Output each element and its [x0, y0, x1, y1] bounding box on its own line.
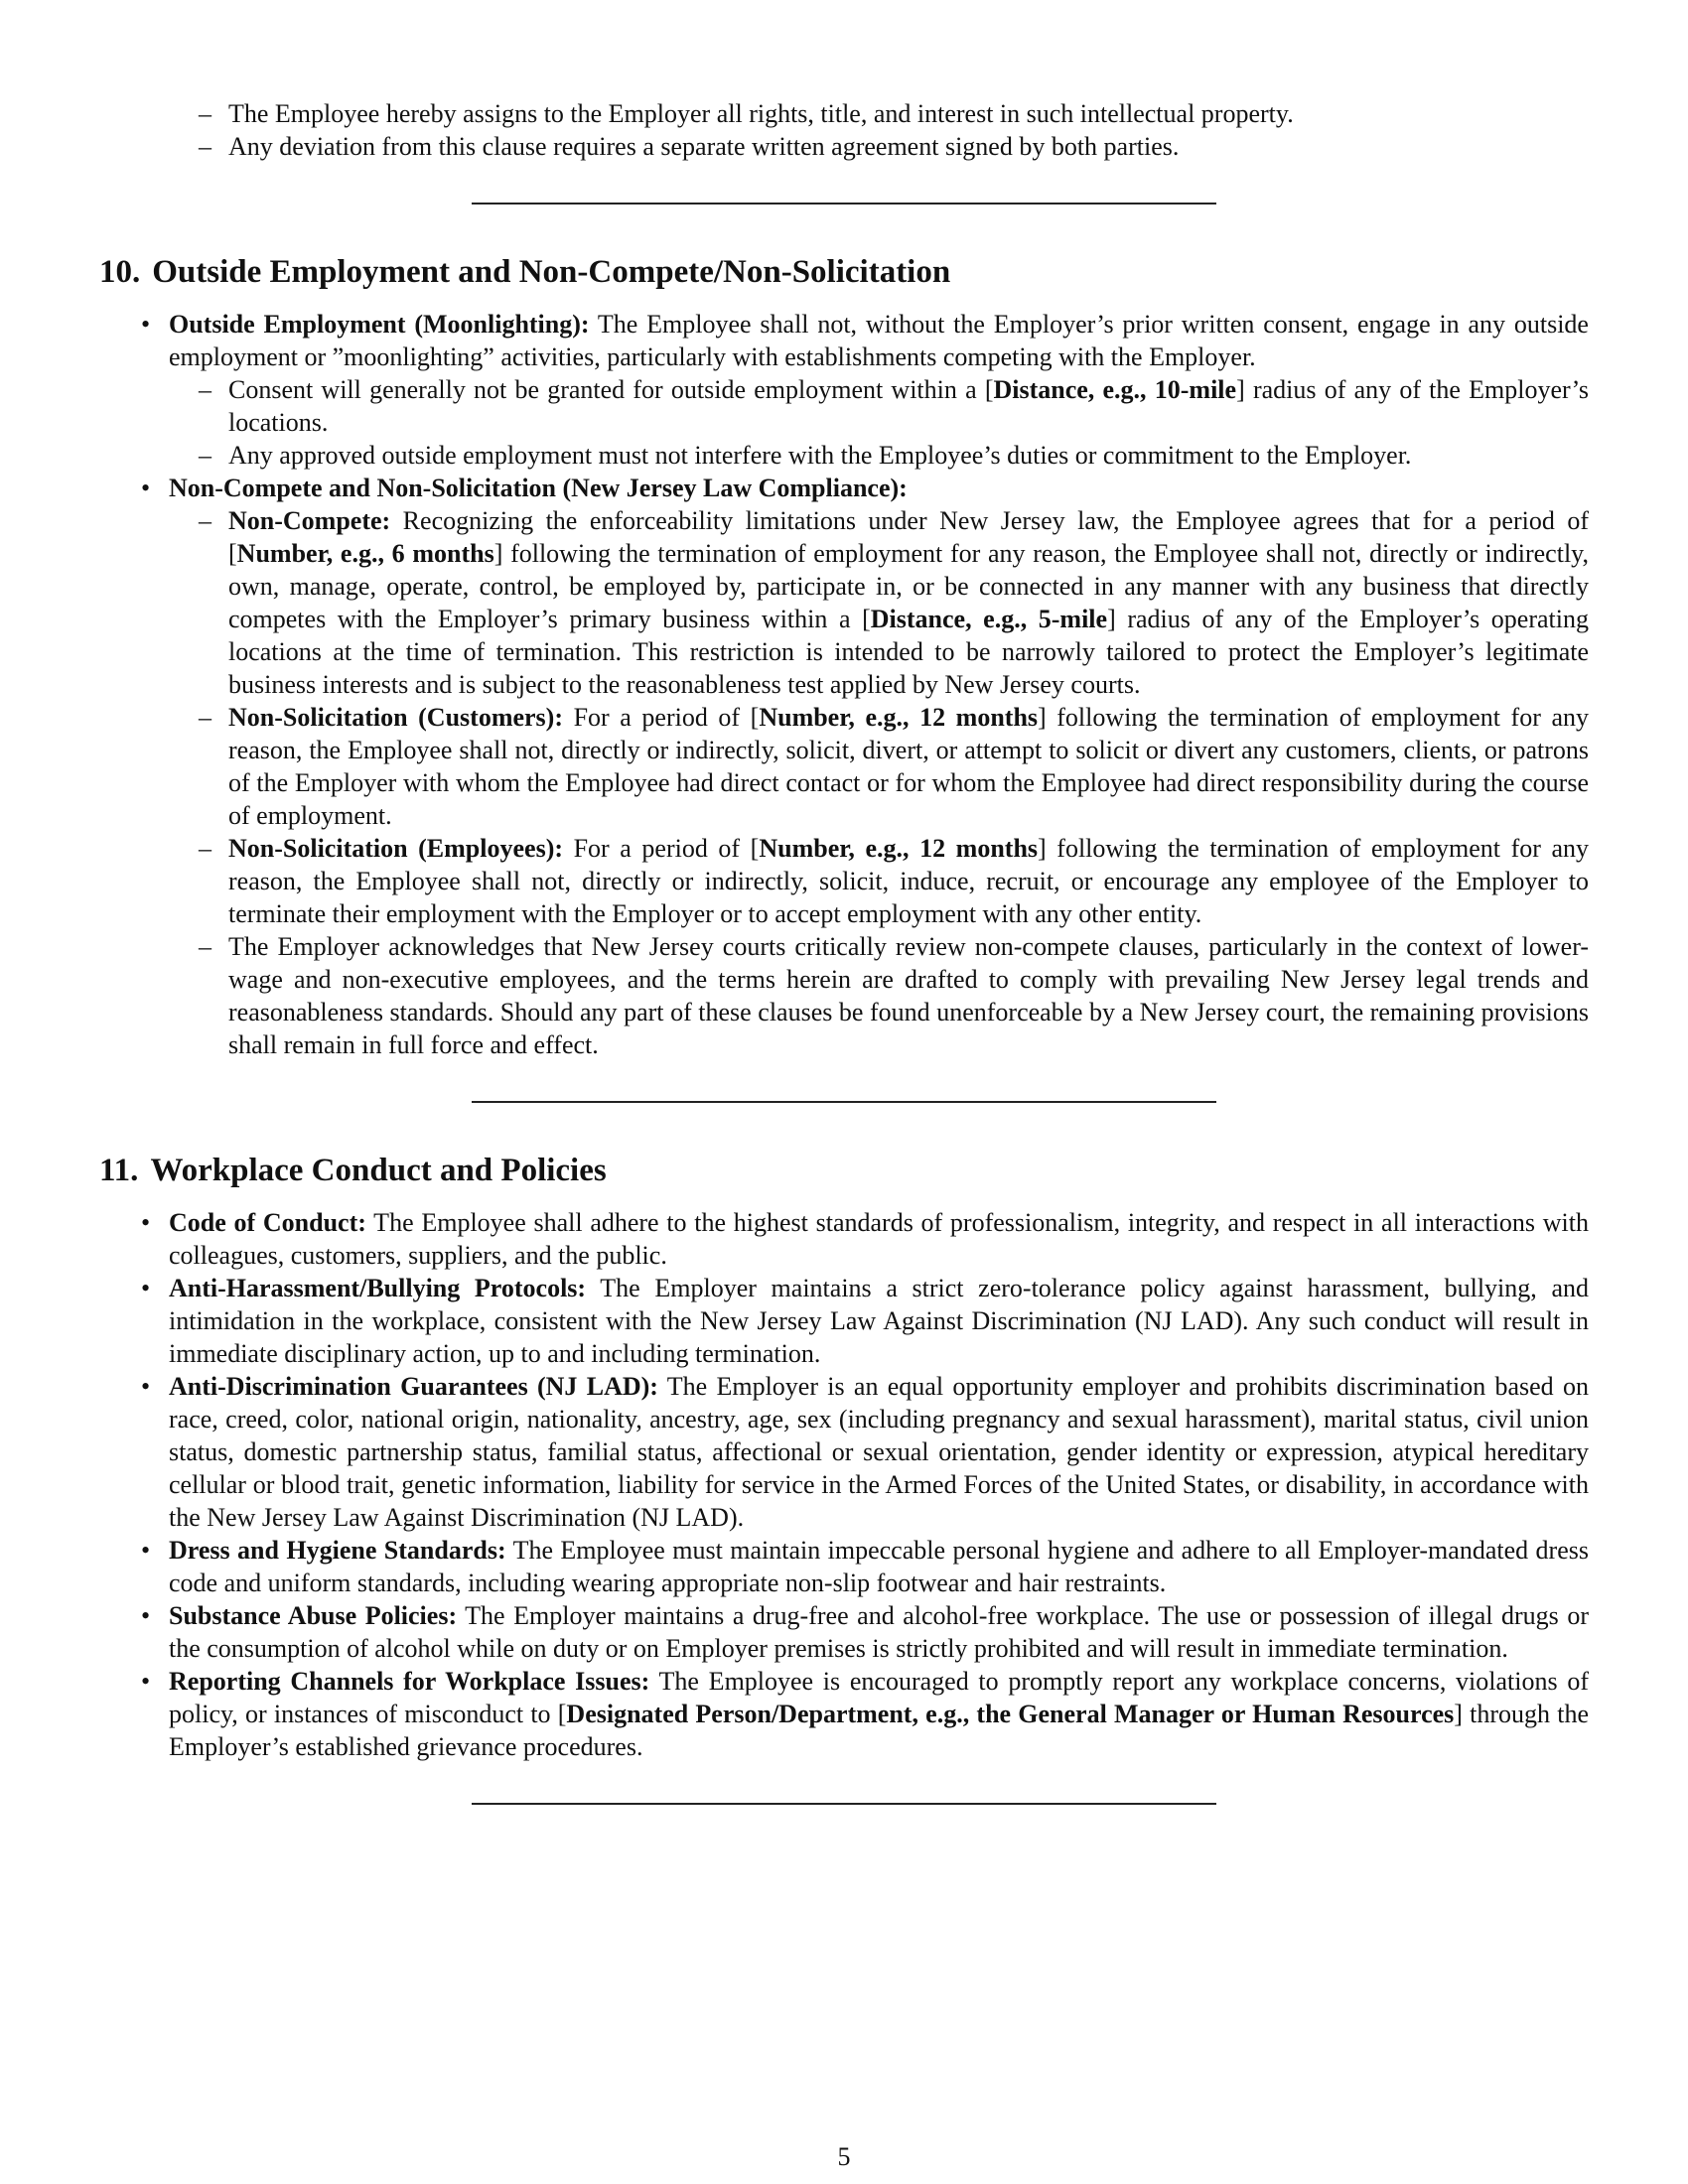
- section-number: 11.: [99, 1153, 139, 1188]
- list-item-anti-harassment: • Anti-Harassment/Bullying Protocols: The Employer maintains a strict zero-tolerance policy against harassment, bullying, and intimidation in the workplace, consistent with the New Jersey Law Against Discrimination (NJ LAD). Any such conduct will result in immediate disciplinary action, up to and including termination.: [169, 1272, 1589, 1370]
- section10-list: [99, 308, 1589, 1061]
- list-item-non-solicitation-customers: – Non-Solicitation (Customers): For a period of [Number, e.g., 12 months] following the termination of employment for any reason, the Employee shall not, directly or indirectly, solicit, divert, or attempt to solicit or divert any customers, clients, or patrons of the Employer with whom the Employee had direct contact or for whom the Employee had direct responsibility during the course of employment.: [228, 701, 1589, 832]
- page-content: [99, 97, 1589, 1805]
- list-item-non-solicitation-employees: – Non-Solicitation (Employees): For a period of [Number, e.g., 12 months] following the termination of employment for any reason, the Employee shall not, directly or indirectly, solicit, induce, recruit, or encourage any employee of the Employer to terminate their employment with the Employer or to accept employment with any other entity.: [228, 832, 1589, 930]
- list-item-noncompete: [169, 472, 1589, 1061]
- section-heading-10: [99, 252, 1589, 292]
- item-label: Outside Employment (Moonlighting):: [169, 310, 590, 339]
- section-divider: [472, 1803, 1216, 1805]
- sub-list: [169, 373, 1589, 472]
- page-number: 5: [837, 2142, 851, 2171]
- list-item: – Consent will generally not be granted for outside employment within a [Distance, e.g., 10-mile] radius of any of the Employer’s locations.: [228, 373, 1589, 439]
- list-item-reporting-channels: • Reporting Channels for Workplace Issues: The Employee is encouraged to promptly report any workplace concerns, violations of policy, or instances of misconduct to [Designated Person/Department, e.g., the General Manager or Human Resources] through the Employer’s established grievance procedures.: [169, 1665, 1589, 1763]
- section-number: 10.: [99, 254, 141, 290]
- list-item-code-of-conduct: • Code of Conduct: The Employee shall adhere to the highest standards of professionalism, integrity, and respect in all interactions with colleagues, customers, suppliers, and the public.: [169, 1206, 1589, 1272]
- list-item: – The Employee hereby assigns to the Employer all rights, title, and interest in such intellectual property.: [228, 97, 1589, 130]
- list-item-dress-hygiene: • Dress and Hygiene Standards: The Employee must maintain impeccable personal hygiene and adhere to all Employer-mandated dress code and uniform standards, including wearing appropriate non-slip footwear and hair restraints.: [169, 1534, 1589, 1599]
- sub-list: [169, 504, 1589, 1061]
- list-item: – Any approved outside employment must not interfere with the Employee’s duties or commitment to the Employer.: [228, 439, 1589, 472]
- intro-dash-list: [99, 97, 1589, 163]
- list-item-acknowledgement: – The Employer acknowledges that New Jersey courts critically review non-compete clauses, particularly in the context of lower-wage and non-executive employees, and the terms herein are drafted to comply with prevailing New Jersey legal trends and reasonableness standards. Should any part of these clauses be found unenforceable by a New Jersey court, the remaining provisions shall remain in full force and effect.: [228, 930, 1589, 1061]
- section-title: Outside Employment and Non-Compete/Non-Solicitation: [152, 254, 951, 290]
- section11-list: [99, 1206, 1589, 1763]
- list-item-outside-employment: • Outside Employment (Moonlighting): The Employee shall not, without the Employer’s prior written consent, engage in any outside employment or ”moonlighting” activities, particularly with establishments competing with the Employer. – Consent will generally not be granted for outside employment within a [Distance, e.g., 10-mile] radius of any of the Employer’s locations. – Any approved outside employment must not interfere with the Employee’s duties or commitment to the Employer.: [169, 308, 1589, 472]
- list-item-non-compete: – Non-Compete: Recognizing the enforceability limitations under New Jersey law, the Employee agrees that for a period of [Number, e.g., 6 months] following the termination of employment for any reason, the Employee shall not, directly or indirectly, own, manage, operate, control, be employed by, participate in, or be connected in any manner with any business that directly competes with the Employer’s primary business within a [Distance, e.g., 5-mile] radius of any of the Employer’s operating locations at the time of termination. This restriction is intended to be narrowly tailored to protect the Employer’s legitimate business interests and is subject to the reasonableness test applied by New Jersey courts.: [228, 504, 1589, 701]
- item-label: Non-Compete and Non-Solicitation (New Jersey Law Compliance):: [169, 474, 908, 502]
- section-heading-11: [99, 1151, 1589, 1190]
- section-title: Workplace Conduct and Policies: [150, 1153, 607, 1188]
- list-item-substance-abuse: • Substance Abuse Policies: The Employer maintains a drug-free and alcohol-free workplace. The use or possession of illegal drugs or the consumption of alcohol while on duty or on Employer premises is strictly prohibited and will result in immediate termination.: [169, 1599, 1589, 1665]
- list-item-anti-discrimination: • Anti-Discrimination Guarantees (NJ LAD): The Employer is an equal opportunity employer and prohibits discrimination based on race, creed, color, national origin, nationality, ancestry, age, sex (including pregnancy and sexual harassment), marital status, civil union status, domestic partnership status, familial status, affectional or sexual orientation, gender identity or expression, atypical hereditary cellular or blood trait, genetic information, liability for service in the Armed Forces of the United States, or disability, in accordance with the New Jersey Law Against Discrimination (NJ LAD).: [169, 1370, 1589, 1534]
- list-item: – Any deviation from this clause requires a separate written agreement signed by both parties.: [228, 130, 1589, 163]
- section-divider: [472, 203, 1216, 205]
- section-divider: [472, 1101, 1216, 1103]
